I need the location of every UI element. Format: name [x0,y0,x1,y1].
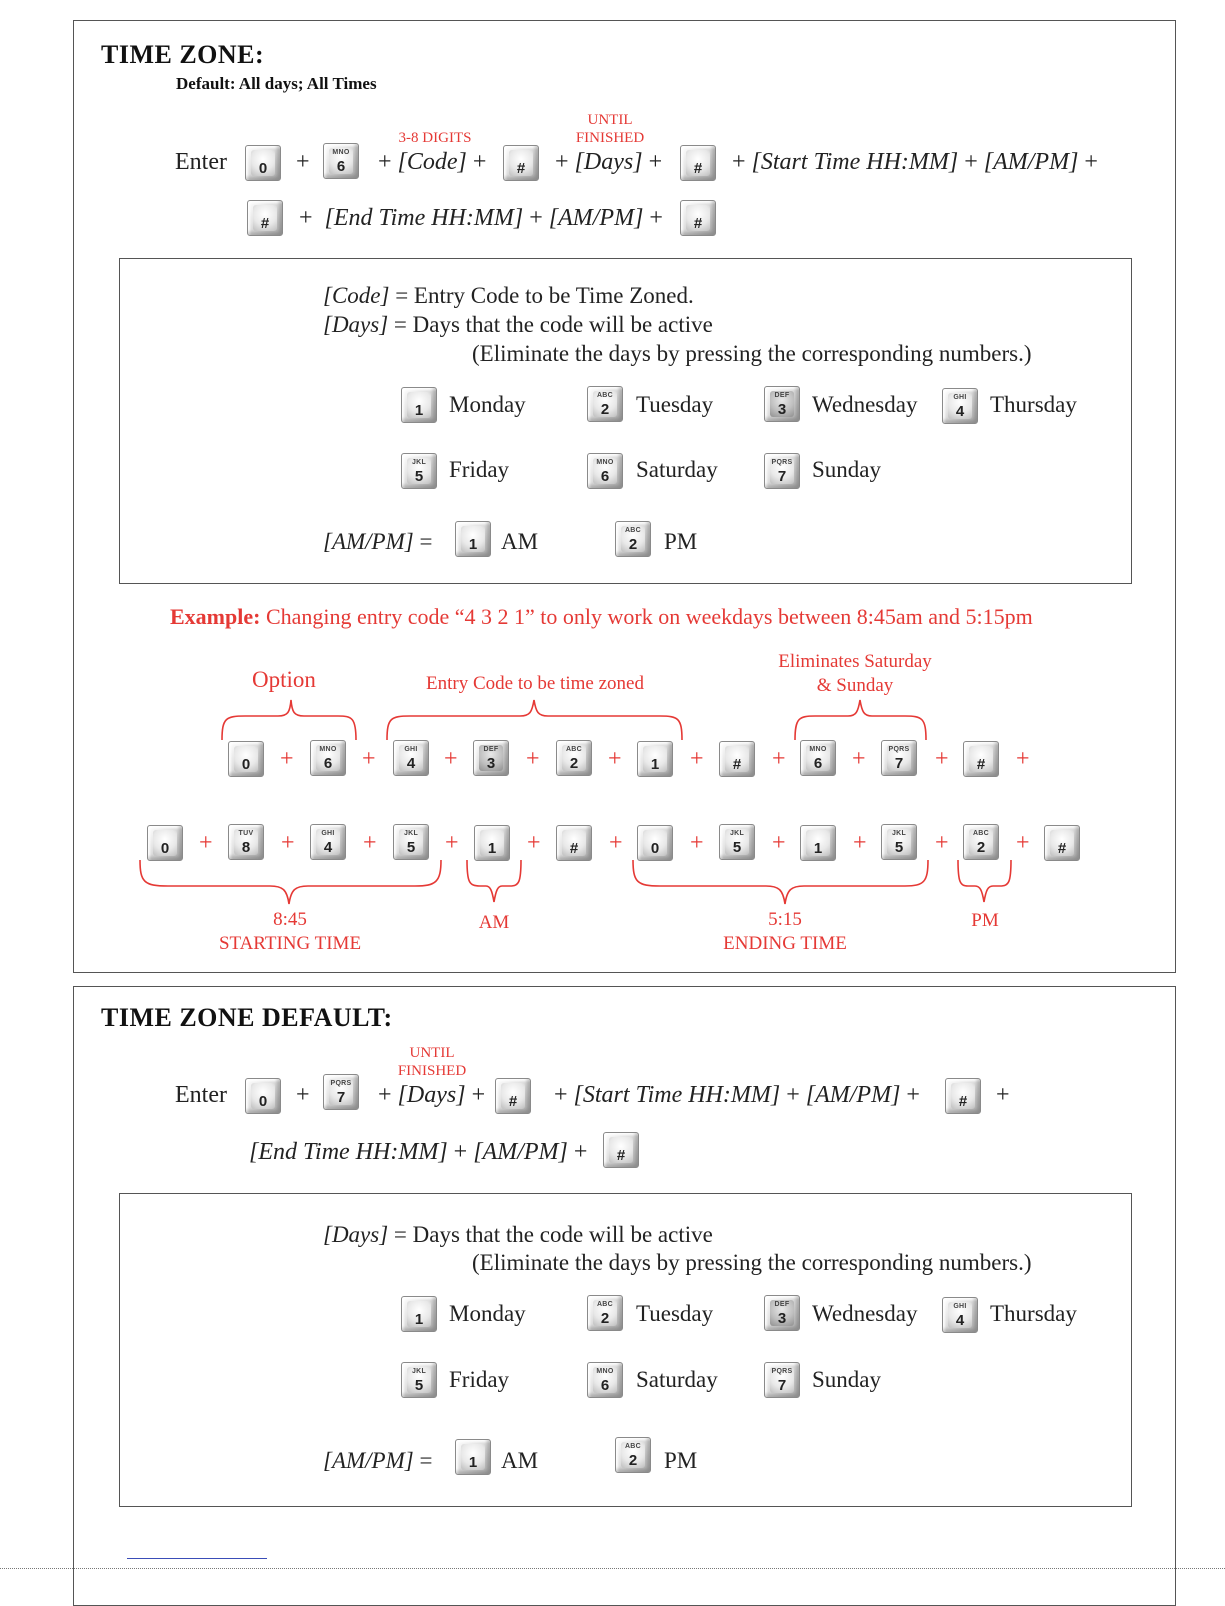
key-letters: MNO [319,746,337,753]
plus-sign: + [363,830,377,856]
key-2-button[interactable] [587,1295,623,1331]
day-label-friday: Friday [449,457,510,482]
days-bracket: [Days] [323,1222,389,1247]
page-edge-dotted-line [0,1568,1225,1569]
days-until-note: UNTIL FINISHED [397,1045,467,1079]
code-digits-note: 3-8 DIGITS [398,130,472,146]
plus-sign: + [786,1082,800,1108]
plus-sign: + [280,746,294,772]
day-label-friday: Friday [449,1367,510,1392]
key-2-button[interactable] [963,824,999,860]
ampm-field: [AM/PM] [548,205,644,231]
key-letters: ABC [624,1443,642,1450]
key-number: 4 [406,755,416,772]
key-letters: GHI [321,830,335,837]
key-number: 2 [600,1310,610,1327]
key-number: 0 [258,1093,268,1110]
key-number: 1 [468,536,478,553]
example-text: Changing entry code “4 3 2 1” to only work on weekdays between 8:45am and 5:15pm [260,604,1033,629]
code-bracket: [Code] [397,149,467,175]
plus-sign: + [935,830,949,856]
key-letters: TUV [238,830,254,837]
footer-link-underline [127,1558,267,1559]
key-number: 4 [955,403,965,420]
key-letters: GHI [404,746,418,753]
key-8-button[interactable] [228,824,264,860]
key-3-button[interactable] [473,740,509,776]
key-letters: GHI [953,394,967,401]
day-label-thursday: Thursday [990,1301,1077,1326]
day-label-saturday: Saturday [636,457,718,482]
days-definition-text: = Days that the code will be active [388,312,713,337]
key-4-button[interactable] [393,740,429,776]
key-6-button[interactable] [800,740,836,776]
plus-sign: + [445,830,459,856]
pm-example-label: PM [971,910,999,931]
day-label-tuesday: Tuesday [636,392,714,417]
day-label-tuesday: Tuesday [636,1301,714,1326]
example-bold: Example: [170,604,261,629]
key-letters: PQRS [888,746,910,753]
key-number: 2 [628,536,638,553]
key-6-button[interactable] [310,740,346,776]
end-time-field: [End Time HH:MM] [324,205,524,231]
plus-sign: + [526,746,540,772]
key-number: 2 [569,755,579,772]
plus-sign: + [296,149,310,175]
key-3-button[interactable] [764,1295,800,1331]
enter-label: Enter [175,1082,227,1108]
key-0-button[interactable] [245,1078,281,1114]
key-letters: MNO [596,459,614,466]
plus-sign: + [444,746,458,772]
key-6-button[interactable] [587,1362,623,1398]
ampm-field: [AM/PM] [983,149,1079,175]
plus-sign: + [690,746,704,772]
hash-key-button[interactable] [963,741,999,777]
end-time-segment [249,1139,587,1166]
day-label-sunday: Sunday [812,457,881,482]
plus-sign: + [852,746,866,772]
key-number: 7 [777,468,787,485]
ampm-field: [AM/PM] [805,1082,901,1108]
end-time-field: [End Time HH:MM] [249,1139,448,1165]
key-letters: ABC [972,830,990,837]
key-number: 0 [650,840,660,857]
key-7-button[interactable] [764,1362,800,1398]
key-number: # [732,756,742,773]
key-number: 1 [487,840,497,857]
eliminates-label: Eliminates Saturday & Sunday [778,651,932,696]
key-number: # [260,215,270,232]
key-letters: JKL [403,830,419,837]
plus-sign: + [608,746,622,772]
hash-key-button[interactable] [556,825,592,861]
key-2-button[interactable] [556,740,592,776]
key-5-button[interactable] [401,1362,437,1398]
entry-code-label: Entry Code to be time zoned [426,673,644,694]
am-example-label: AM [478,912,510,933]
plus-sign: + [555,149,569,175]
days-definition-text: = Days that the code will be active [388,1222,713,1247]
key-number: 0 [160,840,170,857]
key-letters: ABC [624,527,642,534]
am-label: AM [501,529,539,554]
key-number: 7 [336,1089,346,1106]
key-0-button[interactable] [147,825,183,861]
key-number: 0 [241,756,251,773]
time-zone-default-title: TIME ZONE DEFAULT: [101,1003,393,1032]
code-definition-text: = Entry Code to be Time Zoned. [389,283,694,308]
hash-key-button[interactable] [495,1078,531,1114]
plus-sign: + [527,830,541,856]
key-number: 6 [600,468,610,485]
plus-sign: + [772,746,786,772]
key-letters: PQRS [771,1368,793,1375]
key-0-button[interactable] [637,825,673,861]
key-number: # [693,215,703,232]
plus-sign: + [378,1082,392,1108]
key-number: 3 [777,401,787,418]
time-zone-default-text: Default: All days; All Times [176,74,377,93]
day-label-sunday: Sunday [812,1367,881,1392]
ampm-equals: = [413,1448,433,1473]
eliminate-note: (Eliminate the days by pressing the corresponding numbers.) [472,341,1032,366]
key-number: 5 [732,839,742,856]
key-number: # [693,160,703,177]
start-time-field: [Start Time HH:MM] [573,1082,781,1108]
ampm-bracket: [AM/PM] [323,529,414,554]
key-number: # [958,1093,968,1110]
days-bracket: [Days] [323,312,389,337]
time-zone-title: TIME ZONE: [101,40,265,69]
key-number: 6 [336,158,346,175]
pm-label: PM [664,1448,698,1473]
key-1-button[interactable] [455,1439,491,1475]
key-number: 5 [414,468,424,485]
plus-sign: + [906,1082,920,1108]
plus-sign: + [472,149,487,175]
plus-sign: + [649,205,663,231]
key-number: 6 [813,755,823,772]
plus-sign: + [378,149,392,175]
key-number: 7 [894,755,904,772]
day-label-monday: Monday [449,1301,526,1326]
key-4-button[interactable] [942,1297,978,1333]
key-1-button[interactable] [800,825,836,861]
start-time-field: [Start Time HH:MM] [751,149,959,175]
key-7-button[interactable] [881,740,917,776]
key-number: 7 [777,1377,787,1394]
plus-sign: + [296,1082,310,1108]
key-number: # [508,1093,518,1110]
key-5-button[interactable] [719,824,755,860]
key-number: 4 [955,1312,965,1329]
days-definition [323,1222,713,1248]
key-number: 3 [777,1310,787,1327]
hash-key-button[interactable] [603,1132,639,1168]
plus-sign: + [964,149,978,175]
ampm-definition [323,1448,432,1474]
key-letters: DEF [774,392,790,399]
key-7-button[interactable] [323,1074,359,1110]
key-number: 0 [258,160,268,177]
days-segment [378,1082,485,1109]
plus-sign: + [853,830,867,856]
eliminate-note: (Eliminate the days by pressing the corresponding numbers.) [472,1250,1032,1275]
key-number: 5 [414,1377,424,1394]
key-number: 8 [241,839,251,856]
key-letters: GHI [953,1303,967,1310]
key-number: 2 [600,401,610,418]
plus-sign: + [281,830,295,856]
key-2-button[interactable] [615,1437,651,1473]
day-label-saturday: Saturday [636,1367,718,1392]
key-letters: PQRS [771,459,793,466]
plus-sign: + [648,149,663,175]
key-number: # [616,1147,626,1164]
key-letters: MNO [596,1368,614,1375]
plus-sign: + [732,149,746,175]
hash-key-button[interactable] [945,1078,981,1114]
plus-sign: + [609,830,623,856]
key-number: # [976,756,986,773]
plus-sign: + [935,746,949,772]
key-0-button[interactable] [228,741,264,777]
plus-sign: + [1084,149,1098,175]
key-1-button[interactable] [401,1296,437,1332]
plus-sign: + [996,1082,1010,1108]
key-5-button[interactable] [393,824,429,860]
key-letters: ABC [596,1301,614,1308]
end-time-label: 5:15 ENDING TIME [723,909,847,954]
hash-key-button[interactable] [719,741,755,777]
code-bracket: [Code] [323,283,390,308]
key-number: 4 [323,839,333,856]
key-5-button[interactable] [881,824,917,860]
key-number: 1 [813,840,823,857]
key-number: 5 [406,839,416,856]
key-letters: JKL [411,1368,427,1375]
key-letters: JKL [891,830,907,837]
key-number: # [516,160,526,177]
start-time-label: 8:45 STARTING TIME [218,909,362,954]
key-letters: ABC [565,746,583,753]
key-1-button[interactable] [474,825,510,861]
days-bracket: [Days] [397,1082,466,1108]
key-number: 1 [414,402,424,419]
key-number: 1 [650,756,660,773]
key-number: 2 [628,1452,638,1469]
key-number: 5 [894,839,904,856]
days-bracket: [Days] [574,149,643,175]
ampm-bracket: [AM/PM] [323,1448,414,1473]
day-label-monday: Monday [449,392,526,417]
hash-key-button[interactable] [1044,825,1080,861]
day-label-wednesday: Wednesday [812,392,918,417]
enter-label: Enter [175,149,227,175]
option-label: Option [252,667,316,692]
plus-sign: + [529,205,543,231]
key-4-button[interactable] [310,824,346,860]
key-number: # [1057,840,1067,857]
plus-sign: + [362,746,376,772]
plus-sign: + [1016,830,1030,856]
key-letters: MNO [809,746,827,753]
plus-sign: + [1016,746,1030,772]
key-letters: DEF [774,1301,790,1308]
key-number: 2 [976,839,986,856]
ampm-equals: = [413,529,433,554]
plus-sign: + [554,1082,568,1108]
ampm-field: [AM/PM] [473,1139,568,1165]
key-letters: MNO [332,149,350,156]
key-number: 1 [414,1311,424,1328]
days-until-note: UNTIL FINISHED [575,112,645,146]
plus-sign: + [772,830,786,856]
am-label: AM [501,1448,539,1473]
plus-sign: + [453,1139,468,1165]
key-letters: PQRS [330,1080,352,1087]
key-letters: ABC [596,392,614,399]
plus-sign: + [299,205,313,231]
key-number: 6 [600,1377,610,1394]
start-time-segment [554,1082,920,1109]
key-letters: DEF [483,746,499,753]
day-label-thursday: Thursday [990,392,1077,417]
plus-sign: + [573,1139,588,1165]
day-label-wednesday: Wednesday [812,1301,918,1326]
key-number: # [569,840,579,857]
plus-sign: + [690,830,704,856]
pm-label: PM [664,529,698,554]
key-letters: JKL [729,830,745,837]
key-letters: JKL [411,459,427,466]
key-number: 6 [323,755,333,772]
key-number: 3 [486,755,496,772]
plus-sign: + [199,830,213,856]
key-1-button[interactable] [637,741,673,777]
key-number: 1 [468,1454,478,1471]
plus-sign: + [471,1082,486,1108]
